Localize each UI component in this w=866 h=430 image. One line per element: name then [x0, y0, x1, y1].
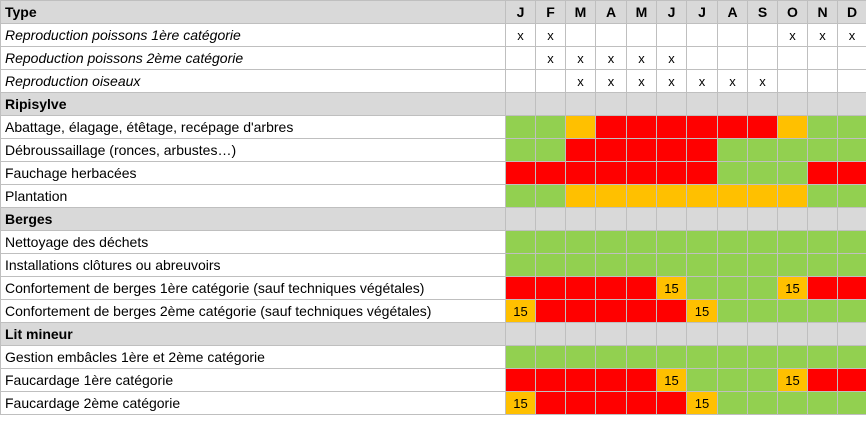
month-cell: [506, 346, 536, 369]
month-cell: [808, 139, 838, 162]
month-cell: [687, 254, 718, 277]
month-header: N: [808, 1, 838, 24]
month-cell: [566, 116, 596, 139]
month-cell: [627, 369, 657, 392]
month-header: O: [778, 1, 808, 24]
month-cell: [596, 277, 627, 300]
month-cell: [687, 139, 718, 162]
month-cell: [748, 24, 778, 47]
month-cell: [718, 47, 748, 70]
section-label: Berges: [1, 208, 506, 231]
month-cell: [657, 346, 687, 369]
month-cell: [627, 162, 657, 185]
month-cell: [718, 392, 748, 415]
month-cell: [687, 346, 718, 369]
month-cell: [838, 231, 866, 254]
table-row: [1, 369, 866, 392]
month-cell: [838, 162, 866, 185]
month-cell: [596, 346, 627, 369]
month-cell: [627, 139, 657, 162]
row-label: Confortement de berges 2ème catégorie (sauf techniques végétales): [1, 300, 506, 323]
month-cell: [718, 254, 748, 277]
row-label: Faucardage 1ère catégorie: [1, 369, 506, 392]
month-cell: [838, 369, 866, 392]
month-cell: [566, 254, 596, 277]
month-cell: x: [657, 47, 687, 70]
month-cell: [808, 300, 838, 323]
month-cell: [748, 231, 778, 254]
table-row: [1, 116, 866, 139]
month-cell: [536, 277, 566, 300]
month-cell: [657, 392, 687, 415]
month-cell: [778, 162, 808, 185]
month-cell: [536, 369, 566, 392]
month-cell: [718, 277, 748, 300]
month-header: J: [506, 1, 536, 24]
row-label: Installations clôtures ou abreuvoirs: [1, 254, 506, 277]
month-cell: [506, 369, 536, 392]
month-cell: x: [596, 47, 627, 70]
month-cell: [838, 300, 866, 323]
month-cell: [536, 139, 566, 162]
month-cell: x: [566, 47, 596, 70]
month-cell: [596, 392, 627, 415]
month-cell: [566, 162, 596, 185]
month-cell: [657, 162, 687, 185]
month-cell: [778, 300, 808, 323]
month-header: D: [838, 1, 866, 24]
month-cell: x: [627, 70, 657, 93]
month-cell: [596, 254, 627, 277]
row-label: Nettoyage des déchets: [1, 231, 506, 254]
section-cell: [687, 323, 718, 346]
section-cell: [566, 323, 596, 346]
month-cell: [778, 231, 808, 254]
month-cell: [657, 254, 687, 277]
month-cell: [536, 392, 566, 415]
month-cell: [657, 231, 687, 254]
section-cell: [748, 323, 778, 346]
month-cell: [596, 116, 627, 139]
month-cell: [748, 392, 778, 415]
month-cell: [748, 300, 778, 323]
section-cell: [718, 208, 748, 231]
month-cell: [718, 300, 748, 323]
month-cell: [566, 392, 596, 415]
section-cell: [657, 208, 687, 231]
month-cell: [596, 24, 627, 47]
row-label: Confortement de berges 1ère catégorie (sauf techniques végétales): [1, 277, 506, 300]
table-row: [1, 300, 866, 323]
month-cell: [627, 185, 657, 208]
month-cell: [627, 24, 657, 47]
month-cell: [718, 116, 748, 139]
month-header: A: [596, 1, 627, 24]
month-cell: [657, 139, 687, 162]
section-row: [1, 323, 866, 346]
month-cell: 15: [506, 392, 536, 415]
month-cell: [506, 116, 536, 139]
month-cell: [808, 70, 838, 93]
month-cell: [808, 162, 838, 185]
month-cell: x: [657, 70, 687, 93]
month-cell: [687, 369, 718, 392]
month-cell: x: [627, 47, 657, 70]
row-label: Gestion embâcles 1ère et 2ème catégorie: [1, 346, 506, 369]
month-cell: [536, 254, 566, 277]
table-row: [1, 47, 866, 70]
month-cell: [506, 47, 536, 70]
month-cell: [566, 277, 596, 300]
month-cell: [748, 185, 778, 208]
section-cell: [687, 208, 718, 231]
month-cell: x: [566, 70, 596, 93]
table-row: [1, 277, 866, 300]
month-cell: [778, 254, 808, 277]
month-cell: [596, 185, 627, 208]
month-cell: [718, 24, 748, 47]
table-row: [1, 254, 866, 277]
month-cell: [536, 116, 566, 139]
month-cell: [808, 369, 838, 392]
table-row: [1, 139, 866, 162]
month-cell: [748, 277, 778, 300]
month-cell: [687, 277, 718, 300]
month-cell: 15: [657, 369, 687, 392]
month-cell: x: [596, 70, 627, 93]
month-cell: [627, 392, 657, 415]
section-cell: [778, 208, 808, 231]
month-cell: [778, 139, 808, 162]
month-cell: [627, 116, 657, 139]
month-cell: [838, 70, 866, 93]
table-row: [1, 185, 866, 208]
table-row: [1, 70, 866, 93]
month-cell: [838, 277, 866, 300]
month-cell: [687, 47, 718, 70]
section-row: [1, 93, 866, 116]
month-cell: [718, 139, 748, 162]
section-cell: [506, 208, 536, 231]
month-cell: [536, 185, 566, 208]
month-cell: [718, 346, 748, 369]
month-cell: x: [718, 70, 748, 93]
month-cell: [596, 369, 627, 392]
month-cell: [627, 346, 657, 369]
section-cell: [536, 208, 566, 231]
month-cell: [808, 231, 838, 254]
month-cell: 15: [687, 300, 718, 323]
section-cell: [808, 323, 838, 346]
month-cell: 15: [506, 300, 536, 323]
month-cell: [536, 346, 566, 369]
section-cell: [748, 208, 778, 231]
month-cell: [838, 254, 866, 277]
month-cell: [808, 254, 838, 277]
month-cell: [506, 254, 536, 277]
section-cell: [778, 93, 808, 116]
month-cell: [627, 277, 657, 300]
section-cell: [596, 208, 627, 231]
month-cell: [748, 139, 778, 162]
month-cell: [566, 24, 596, 47]
section-cell: [627, 208, 657, 231]
section-cell: [566, 93, 596, 116]
month-cell: [627, 254, 657, 277]
month-cell: x: [838, 24, 866, 47]
month-cell: [748, 346, 778, 369]
month-cell: [687, 231, 718, 254]
month-cell: [808, 277, 838, 300]
month-header: M: [627, 1, 657, 24]
month-cell: [808, 185, 838, 208]
month-cell: x: [536, 47, 566, 70]
section-cell: [536, 93, 566, 116]
section-cell: [778, 323, 808, 346]
month-cell: [506, 277, 536, 300]
month-cell: [687, 162, 718, 185]
section-cell: [596, 93, 627, 116]
month-cell: [536, 300, 566, 323]
month-cell: [596, 139, 627, 162]
month-cell: [596, 162, 627, 185]
month-cell: x: [808, 24, 838, 47]
section-cell: [838, 323, 866, 346]
month-cell: [566, 231, 596, 254]
row-label: Faucardage 2ème catégorie: [1, 392, 506, 415]
month-cell: [627, 231, 657, 254]
row-label: Débroussaillage (ronces, arbustes…): [1, 139, 506, 162]
section-cell: [657, 323, 687, 346]
month-cell: [687, 185, 718, 208]
row-label: Repoduction poissons 2ème catégorie: [1, 47, 506, 70]
section-cell: [808, 93, 838, 116]
month-header: J: [687, 1, 718, 24]
month-cell: [506, 231, 536, 254]
month-cell: [838, 392, 866, 415]
month-cell: [778, 116, 808, 139]
section-cell: [718, 323, 748, 346]
section-cell: [687, 93, 718, 116]
month-header: J: [657, 1, 687, 24]
section-cell: [748, 93, 778, 116]
section-cell: [536, 323, 566, 346]
month-cell: [838, 139, 866, 162]
table-row: [1, 24, 866, 47]
month-cell: [778, 70, 808, 93]
section-cell: [596, 323, 627, 346]
month-cell: [838, 346, 866, 369]
row-label: Reproduction poissons 1ère catégorie: [1, 24, 506, 47]
month-cell: [748, 369, 778, 392]
month-cell: [506, 70, 536, 93]
section-cell: [566, 208, 596, 231]
month-cell: [778, 47, 808, 70]
month-cell: [778, 185, 808, 208]
month-cell: [536, 70, 566, 93]
section-cell: [627, 323, 657, 346]
section-row: [1, 208, 866, 231]
row-label: Plantation: [1, 185, 506, 208]
month-cell: [566, 185, 596, 208]
table-row: [1, 162, 866, 185]
section-cell: [838, 208, 866, 231]
month-cell: 15: [778, 277, 808, 300]
table-row: [1, 346, 866, 369]
month-cell: [748, 47, 778, 70]
section-cell: [838, 93, 866, 116]
table-row: [1, 231, 866, 254]
month-cell: [506, 139, 536, 162]
month-cell: [778, 392, 808, 415]
header-row: [1, 1, 866, 24]
month-cell: [718, 162, 748, 185]
section-label: Lit mineur: [1, 323, 506, 346]
month-cell: [566, 346, 596, 369]
month-header: S: [748, 1, 778, 24]
month-cell: [596, 231, 627, 254]
row-label: Abattage, élagage, étêtage, recépage d'arbres: [1, 116, 506, 139]
month-cell: [657, 300, 687, 323]
month-cell: [506, 185, 536, 208]
month-cell: [627, 300, 657, 323]
month-cell: [748, 116, 778, 139]
month-cell: [566, 300, 596, 323]
month-cell: 15: [778, 369, 808, 392]
month-cell: [687, 116, 718, 139]
month-cell: [808, 47, 838, 70]
table-row: [1, 392, 866, 415]
section-cell: [506, 93, 536, 116]
month-cell: [718, 369, 748, 392]
month-cell: [808, 116, 838, 139]
month-cell: [657, 24, 687, 47]
section-cell: [718, 93, 748, 116]
month-cell: [657, 185, 687, 208]
month-cell: x: [687, 70, 718, 93]
month-cell: 15: [687, 392, 718, 415]
month-cell: [687, 24, 718, 47]
month-cell: x: [506, 24, 536, 47]
month-cell: [748, 162, 778, 185]
month-cell: [808, 346, 838, 369]
section-cell: [657, 93, 687, 116]
month-header: A: [718, 1, 748, 24]
month-cell: [718, 231, 748, 254]
section-cell: [808, 208, 838, 231]
month-cell: [748, 254, 778, 277]
month-cell: [838, 116, 866, 139]
section-cell: [627, 93, 657, 116]
month-cell: [657, 116, 687, 139]
month-cell: [566, 139, 596, 162]
month-cell: [506, 162, 536, 185]
section-cell: [506, 323, 536, 346]
month-cell: [718, 185, 748, 208]
month-header: M: [566, 1, 596, 24]
month-cell: [838, 47, 866, 70]
row-label: Fauchage herbacées: [1, 162, 506, 185]
section-label: Ripisylve: [1, 93, 506, 116]
month-cell: [566, 369, 596, 392]
month-cell: [536, 231, 566, 254]
month-cell: [838, 185, 866, 208]
type-header: Type: [1, 1, 506, 24]
row-label: Reproduction oiseaux: [1, 70, 506, 93]
month-cell: [596, 300, 627, 323]
month-header: F: [536, 1, 566, 24]
month-cell: x: [536, 24, 566, 47]
month-cell: 15: [657, 277, 687, 300]
month-cell: [536, 162, 566, 185]
month-cell: [808, 392, 838, 415]
month-cell: x: [748, 70, 778, 93]
month-cell: x: [778, 24, 808, 47]
month-cell: [778, 346, 808, 369]
